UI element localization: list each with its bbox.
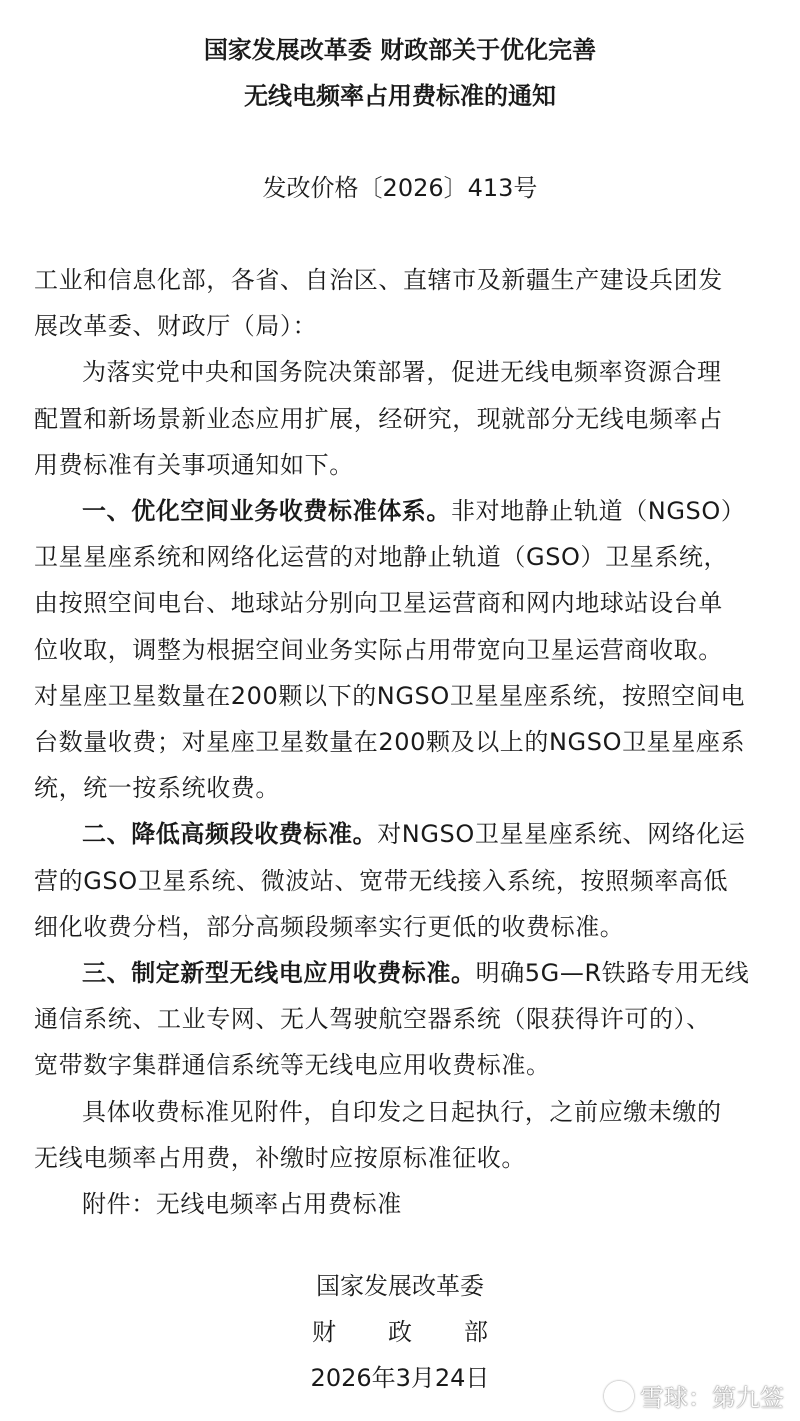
body-line bbox=[82, 1184, 402, 1219]
body-text: 展改革委、财政厅（局）： bbox=[34, 312, 318, 341]
body-text: 卫星星座系统和网络化运营的对地静止轨道（GSO）卫星系统， bbox=[34, 543, 729, 572]
body-text: 细化收费分档，部分高频段频率实行更低的收费标准。 bbox=[34, 912, 625, 941]
body-line bbox=[34, 999, 711, 1034]
body-line bbox=[34, 445, 354, 480]
body-text: 对星座卫星数量在200颗以下的NGSO卫星星座系统，按照空间电 bbox=[34, 681, 746, 710]
body-line bbox=[34, 260, 723, 295]
signature-org-mof: 财政部 bbox=[312, 1318, 540, 1346]
body-text: 明确5G—R铁路专用无线 bbox=[475, 959, 750, 987]
section-heading: 一、优化空间业务收费标准体系。 bbox=[82, 497, 451, 525]
body-text: 位收取，调整为根据空间业务实际占用带宽向卫星运营商收取。 bbox=[34, 635, 723, 664]
body-line bbox=[34, 583, 723, 618]
body-line bbox=[82, 953, 749, 988]
body-line bbox=[34, 768, 280, 803]
body-line bbox=[34, 1045, 551, 1080]
body-text: 台数量收费；对星座卫星数量在200颗及以上的NGSO卫星星座系 bbox=[34, 728, 746, 756]
body-text: 由按照空间电台、地球站分别向卫星运营商和网内地球站设台单 bbox=[34, 589, 723, 618]
section-heading: 三、制定新型无线电应用收费标准。 bbox=[82, 959, 476, 987]
body-line bbox=[34, 399, 723, 434]
body-text: 对NGSO卫星星座系统、网络化运 bbox=[377, 820, 746, 849]
xueqiu-logo-icon bbox=[604, 1381, 634, 1411]
body-line bbox=[34, 907, 624, 942]
body-line bbox=[82, 352, 722, 387]
body-text: 无线电频率占用费，补缴时应按原标准征收。 bbox=[34, 1143, 526, 1172]
body-line bbox=[34, 676, 745, 711]
body-text: 工业和信息化部，各省、自治区、直辖市及新疆生产建设兵团发 bbox=[34, 266, 723, 294]
body-text: 附件：无线电频率占用费标准 bbox=[82, 1190, 402, 1218]
body-text: 非对地静止轨道（NGSO） bbox=[451, 497, 746, 525]
signature-date: 2026年3月24日 bbox=[310, 1364, 490, 1392]
body-line bbox=[34, 722, 745, 757]
body-text: 营的GSO卫星系统、微波站、宽带无线接入系统，按照频率高低 bbox=[34, 866, 729, 895]
body-line bbox=[82, 1092, 722, 1127]
body-line bbox=[34, 537, 728, 572]
body-text: 统，统一按系统收费。 bbox=[34, 774, 280, 803]
watermark bbox=[604, 1378, 784, 1413]
body-text: 具体收费标准见附件，自印发之日起执行，之前应缴未缴的 bbox=[82, 1097, 722, 1126]
body-text: 配置和新场景新业态应用扩展，经研究，现就部分无线电频率占 bbox=[34, 404, 723, 433]
body-line bbox=[34, 861, 728, 896]
body-text: 用费标准有关事项通知如下。 bbox=[34, 450, 354, 479]
body-line bbox=[34, 630, 723, 665]
body-text: 通信系统、工业专网、无人驾驶航空器系统（限获得许可的）、 bbox=[34, 1005, 711, 1034]
document-number: 发改价格〔2026〕413号 bbox=[262, 174, 538, 202]
signature-org-ndrc: 国家发展改革委 bbox=[316, 1272, 484, 1300]
body-text: 宽带数字集群通信系统等无线电应用收费标准。 bbox=[34, 1051, 551, 1080]
watermark-text: 雪球：第九签 bbox=[640, 1384, 784, 1412]
body-line bbox=[82, 814, 745, 849]
body-line bbox=[82, 491, 745, 526]
section-heading: 二、降低高频段收费标准。 bbox=[82, 820, 378, 849]
document-title-line-2: 无线电频率占用费标准的通知 bbox=[244, 82, 556, 110]
body-line bbox=[34, 1138, 526, 1173]
body-text: 为落实党中央和国务院决策部署，促进无线电频率资源合理 bbox=[82, 358, 722, 387]
document-title-line-1: 国家发展改革委 财政部关于优化完善 bbox=[203, 36, 597, 64]
body-line bbox=[34, 306, 317, 341]
